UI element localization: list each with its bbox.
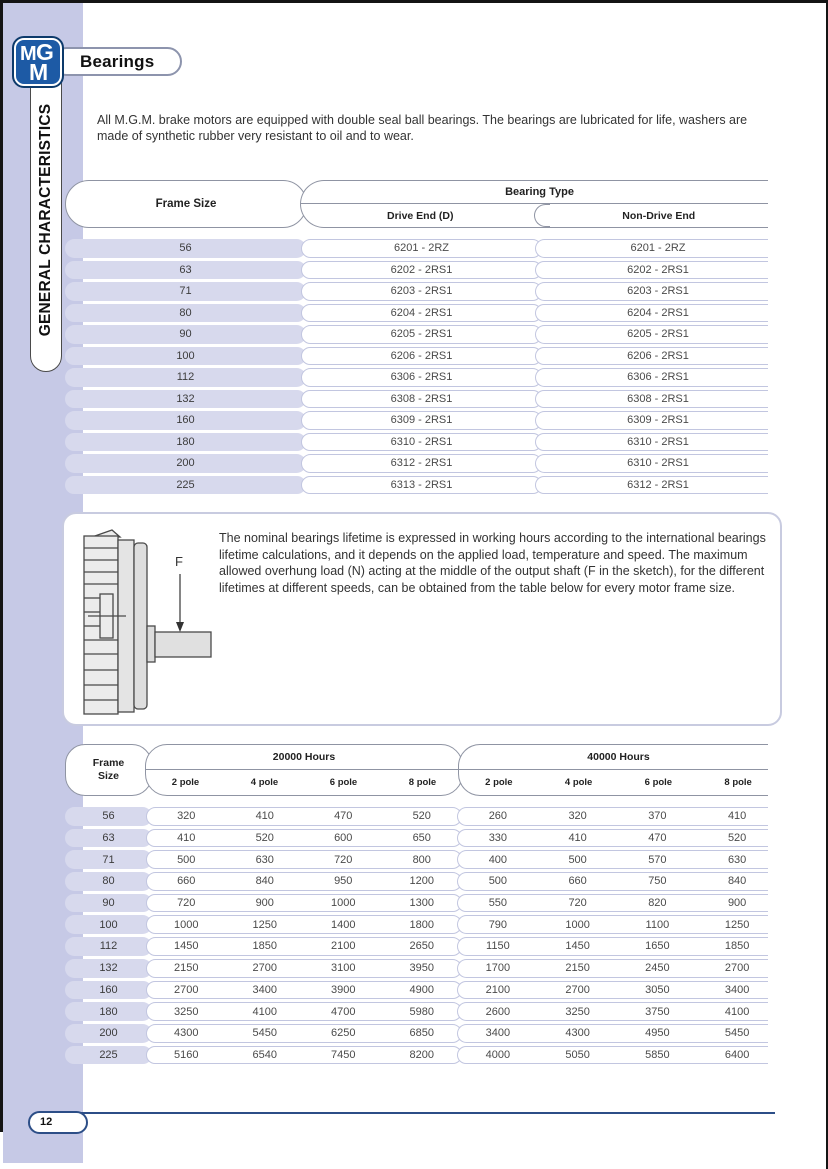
load-value: 7450 <box>331 1048 356 1061</box>
load-value: 3100 <box>331 962 356 975</box>
load-value: 720 <box>177 897 196 910</box>
drive-end-cell: 6201 - 2RZ <box>301 239 542 258</box>
hours-40000-cells <box>457 829 768 848</box>
pole-header: 8 pole <box>724 777 752 788</box>
hours-40000-header-group <box>458 744 768 796</box>
hours-20000-cells <box>146 1046 462 1065</box>
logo-letter-g: G <box>36 39 54 65</box>
frame-size-cell: 132 <box>65 390 306 409</box>
load-value: 1150 <box>486 940 510 953</box>
frame-size-header: Frame Size <box>65 180 307 228</box>
load-value: 570 <box>648 853 667 866</box>
load-value: 1400 <box>331 918 356 931</box>
load-value: 630 <box>255 853 274 866</box>
load-value: 900 <box>255 897 274 910</box>
load-value: 1000 <box>174 918 199 931</box>
load-value: 5450 <box>252 1027 277 1040</box>
frame-size-cell: 112 <box>65 368 306 387</box>
drive-end-cell: 6308 - 2RS1 <box>301 390 542 409</box>
hours-40000-cells <box>457 850 768 869</box>
load-value: 520 <box>255 832 274 845</box>
load-value: 800 <box>412 853 431 866</box>
table-row <box>65 850 768 869</box>
frame-size-cell: 90 <box>65 325 306 344</box>
frame-size-cell: 100 <box>65 915 152 934</box>
load-value: 260 <box>488 810 508 823</box>
footer-rule <box>60 1112 775 1114</box>
non-drive-end-cell: 6309 - 2RS1 <box>535 411 768 430</box>
load-value: 1100 <box>645 918 670 931</box>
load-value: 1200 <box>409 875 434 888</box>
load-value: 1250 <box>252 918 277 931</box>
load-value: 470 <box>334 810 353 823</box>
frame-size-cell: 160 <box>65 981 152 1000</box>
non-drive-end-cell: 6205 - 2RS1 <box>535 325 768 344</box>
load-value: 1000 <box>565 918 590 931</box>
load-value: 5450 <box>724 1027 750 1040</box>
load-table-rows <box>65 807 768 1069</box>
table-row <box>65 261 768 280</box>
load-value: 820 <box>648 897 667 910</box>
table-row <box>65 1002 768 1021</box>
load-value: 3050 <box>645 983 670 996</box>
load-value: 2150 <box>174 962 199 975</box>
load-value: 5160 <box>174 1048 199 1061</box>
frame-size-cell: 180 <box>65 1002 152 1021</box>
load-value: 330 <box>488 832 508 845</box>
load-value: 2700 <box>724 962 750 975</box>
frame-size-cell: 225 <box>65 1046 152 1065</box>
load-value: 2450 <box>645 962 670 975</box>
table-row <box>65 368 768 387</box>
table-row <box>65 347 768 366</box>
hours-20000-header: 20000 Hours <box>146 745 462 770</box>
table-row <box>65 894 768 913</box>
table-row <box>65 390 768 409</box>
pole-header: 6 pole <box>329 777 358 788</box>
load-value: 1800 <box>409 918 434 931</box>
load-value: 1300 <box>409 897 434 910</box>
load-value: 650 <box>412 832 431 845</box>
hours-20000-cells <box>146 807 462 826</box>
drive-end-cell: 6310 - 2RS1 <box>301 433 542 452</box>
non-drive-end-cell: 6310 - 2RS1 <box>535 454 768 473</box>
hours-20000-cells <box>146 894 462 913</box>
load-value: 410 <box>177 832 196 845</box>
lifetime-section-box <box>62 512 782 726</box>
table-row <box>65 304 768 323</box>
load-value: 5050 <box>565 1048 590 1061</box>
hours-40000-cells <box>457 937 768 956</box>
load-value: 720 <box>334 853 353 866</box>
hours-40000-cells <box>457 1002 768 1021</box>
load-value: 500 <box>568 853 587 866</box>
non-drive-end-cell: 6201 - 2RZ <box>535 239 768 258</box>
hours-40000-cells <box>457 915 768 934</box>
load-value: 2650 <box>409 940 434 953</box>
load-value: 2150 <box>565 962 590 975</box>
load-value: 630 <box>727 853 747 866</box>
force-label: F <box>175 554 183 569</box>
load-value: 4700 <box>331 1005 356 1018</box>
drive-end-cell: 6309 - 2RS1 <box>301 411 542 430</box>
hours-20000-cells <box>146 850 462 869</box>
load-value: 1450 <box>174 940 199 953</box>
load-value: 4100 <box>724 1005 750 1018</box>
page-number: 12 <box>40 1116 53 1128</box>
load-value: 4100 <box>252 1005 277 1018</box>
load-value: 600 <box>334 832 353 845</box>
load-table-header <box>65 744 768 796</box>
frame-size-cell: 90 <box>65 894 152 913</box>
load-value: 500 <box>177 853 196 866</box>
drive-end-cell: 6312 - 2RS1 <box>301 454 542 473</box>
frame-size-cell: 56 <box>65 239 306 258</box>
drive-end-cell: 6306 - 2RS1 <box>301 368 542 387</box>
frame-size-cell: 80 <box>65 872 152 891</box>
bearing-subheader-row <box>301 204 768 227</box>
load-value: 660 <box>568 875 587 888</box>
drive-end-cell: 6206 - 2RS1 <box>301 347 542 366</box>
load-value: 550 <box>488 897 508 910</box>
motor-sketch <box>78 522 218 718</box>
load-value: 3400 <box>485 1027 511 1040</box>
load-value: 410 <box>255 810 274 823</box>
load-value: 2100 <box>485 983 511 996</box>
load-value: 720 <box>568 897 587 910</box>
pole-header: 8 pole <box>408 777 437 788</box>
non-drive-end-cell: 6202 - 2RS1 <box>535 261 768 280</box>
load-value: 520 <box>727 832 747 845</box>
hours-40000-cells <box>457 1024 768 1043</box>
table-row <box>65 476 768 495</box>
load-value: 3250 <box>174 1005 199 1018</box>
load-value: 400 <box>488 853 508 866</box>
load-value: 370 <box>648 810 667 823</box>
hours-20000-header-group <box>145 744 463 796</box>
load-value: 2100 <box>331 940 356 953</box>
table-row <box>65 454 768 473</box>
load-value: 6400 <box>724 1048 750 1061</box>
frame-size-cell: 200 <box>65 454 306 473</box>
load-value: 900 <box>727 897 747 910</box>
load-value: 4000 <box>485 1048 511 1061</box>
hours-20000-cells <box>146 915 462 934</box>
non-drive-end-cell: 6308 - 2RS1 <box>535 390 768 409</box>
hours-40000-cells <box>457 1046 768 1065</box>
load-value: 6850 <box>409 1027 434 1040</box>
table-row <box>65 829 768 848</box>
bearing-type-header: Bearing Type <box>301 181 768 204</box>
drive-end-cell: 6202 - 2RS1 <box>301 261 542 280</box>
load-value: 5850 <box>645 1048 670 1061</box>
pole-header: 4 pole <box>564 777 593 788</box>
load-value: 3400 <box>252 983 277 996</box>
hours-20000-cells <box>146 937 462 956</box>
page-title-pill <box>52 47 182 76</box>
load-value: 4900 <box>409 983 434 996</box>
hours-40000-cells <box>457 872 768 891</box>
scan-border-top <box>0 0 828 3</box>
drive-end-cell: 6203 - 2RS1 <box>301 282 542 301</box>
pole-header: 4 pole <box>250 777 279 788</box>
load-value: 790 <box>488 918 508 931</box>
non-drive-end-cell: 6312 - 2RS1 <box>535 476 768 495</box>
load-value: 470 <box>648 832 667 845</box>
load-value: 320 <box>568 810 587 823</box>
hours-20000-cells <box>146 1002 462 1021</box>
bearing-type-header-group <box>300 180 768 228</box>
load-value: 3400 <box>724 983 750 996</box>
header-divider-curve <box>534 204 550 227</box>
load-value: 8200 <box>409 1048 434 1061</box>
load-value: 3250 <box>565 1005 590 1018</box>
frame-header-line2: Size <box>97 770 119 782</box>
frame-size-cell: 180 <box>65 433 306 452</box>
non-drive-end-cell: 6206 - 2RS1 <box>535 347 768 366</box>
pole-header: 2 pole <box>171 777 200 788</box>
table-row <box>65 937 768 956</box>
hours-40000-cells <box>457 807 768 826</box>
non-drive-end-cell: 6204 - 2RS1 <box>535 304 768 323</box>
frame-size-cell: 80 <box>65 304 306 323</box>
lifetime-note: The nominal bearings lifetime is expressed in working hours according to the international bearings lifetime calculations, and it depends on the applied load, temperature and speed. The maximum allowed overhung load (N) acting at the middle of the output shaft (F in the sketch), for the different lifetimes at different speeds, can be obtained from the table below for every motor frame size. <box>219 531 766 595</box>
hours-20000-cells <box>146 959 462 978</box>
pole-header-row-1 <box>146 770 462 795</box>
load-value: 1850 <box>724 940 750 953</box>
load-value: 1450 <box>565 940 590 953</box>
non-drive-end-header: Non-Drive End <box>622 209 696 222</box>
table-row <box>65 282 768 301</box>
load-value: 4300 <box>174 1027 199 1040</box>
hours-20000-cells <box>146 829 462 848</box>
load-value: 2600 <box>485 1005 511 1018</box>
intro-paragraph: All M.G.M. brake motors are equipped with double seal ball bearings. The bearings are lubricated for life, washers are made of synthetic rubber very resistant to oil and to wear. <box>97 113 748 144</box>
load-value: 6250 <box>331 1027 356 1040</box>
logo-letter-m1: M <box>20 43 37 65</box>
table-row <box>65 981 768 1000</box>
pole-header: 2 pole <box>485 777 513 788</box>
frame-size-cell: 112 <box>65 937 152 956</box>
load-value: 1850 <box>252 940 277 953</box>
table-row <box>65 411 768 430</box>
frame-size-cell: 56 <box>65 807 152 826</box>
load-value: 3900 <box>331 983 356 996</box>
load-value: 2700 <box>174 983 199 996</box>
table-row <box>65 1046 768 1065</box>
load-value: 3750 <box>645 1005 670 1018</box>
drive-end-header: Drive End (D) <box>386 209 454 222</box>
load-value: 410 <box>727 810 747 823</box>
non-drive-end-cell: 6310 - 2RS1 <box>535 433 768 452</box>
table-row <box>65 872 768 891</box>
load-value: 660 <box>177 875 196 888</box>
frame-size-cell: 71 <box>65 850 152 869</box>
table-row <box>65 915 768 934</box>
load-value: 2700 <box>565 983 590 996</box>
section-tab-label: GENERAL CHARACTERISTICS <box>37 103 54 337</box>
frame-size-cell: 132 <box>65 959 152 978</box>
bearing-table-header <box>65 180 768 228</box>
bearing-table-rows <box>65 239 768 499</box>
load-value: 4300 <box>565 1027 590 1040</box>
frame-size-cell: 225 <box>65 476 306 495</box>
table-row <box>65 807 768 826</box>
frame-size-cell: 200 <box>65 1024 152 1043</box>
page-number-pill <box>28 1111 88 1134</box>
load-value: 840 <box>727 875 747 888</box>
load-value: 840 <box>255 875 274 888</box>
drive-end-cell: 6204 - 2RS1 <box>301 304 542 323</box>
hours-40000-cells <box>457 981 768 1000</box>
load-value: 950 <box>334 875 353 888</box>
mgm-logo-icon <box>14 38 62 86</box>
hours-40000-header: 40000 Hours <box>459 745 768 770</box>
drive-end-cell: 6205 - 2RS1 <box>301 325 542 344</box>
frame-header-line1: Frame <box>92 757 125 770</box>
hours-20000-cells <box>146 981 462 1000</box>
load-value: 4950 <box>645 1027 670 1040</box>
frame-size-header <box>65 744 152 796</box>
load-value: 750 <box>648 875 667 888</box>
drive-end-cell: 6313 - 2RS1 <box>301 476 542 495</box>
section-tab <box>30 68 62 372</box>
load-value: 2700 <box>252 962 277 975</box>
load-value: 500 <box>488 875 508 888</box>
load-value: 1000 <box>331 897 356 910</box>
frame-size-cell: 63 <box>65 261 306 280</box>
table-row <box>65 239 768 258</box>
load-value: 3950 <box>409 962 434 975</box>
frame-size-cell: 160 <box>65 411 306 430</box>
pole-header: 6 pole <box>644 777 673 788</box>
hours-40000-cells <box>457 894 768 913</box>
table-row <box>65 325 768 344</box>
hours-20000-cells <box>146 1024 462 1043</box>
load-value: 320 <box>177 810 196 823</box>
non-drive-end-cell: 6203 - 2RS1 <box>535 282 768 301</box>
load-value: 1250 <box>724 918 750 931</box>
load-value: 1700 <box>485 962 511 975</box>
frame-size-cell: 100 <box>65 347 306 366</box>
pole-header-row-2 <box>459 770 768 795</box>
table-row <box>65 959 768 978</box>
hours-40000-cells <box>457 959 768 978</box>
load-value: 6540 <box>252 1048 277 1061</box>
frame-size-cell: 71 <box>65 282 306 301</box>
load-value: 1650 <box>645 940 670 953</box>
table-row <box>65 433 768 452</box>
table-row <box>65 1024 768 1043</box>
non-drive-end-cell: 6306 - 2RS1 <box>535 368 768 387</box>
logo-letter-m2: M <box>29 59 49 85</box>
load-value: 410 <box>568 832 587 845</box>
hours-20000-cells <box>146 872 462 891</box>
frame-size-cell: 63 <box>65 829 152 848</box>
load-value: 520 <box>412 810 431 823</box>
load-value: 5980 <box>409 1005 434 1018</box>
page-title: Bearings <box>80 52 155 71</box>
